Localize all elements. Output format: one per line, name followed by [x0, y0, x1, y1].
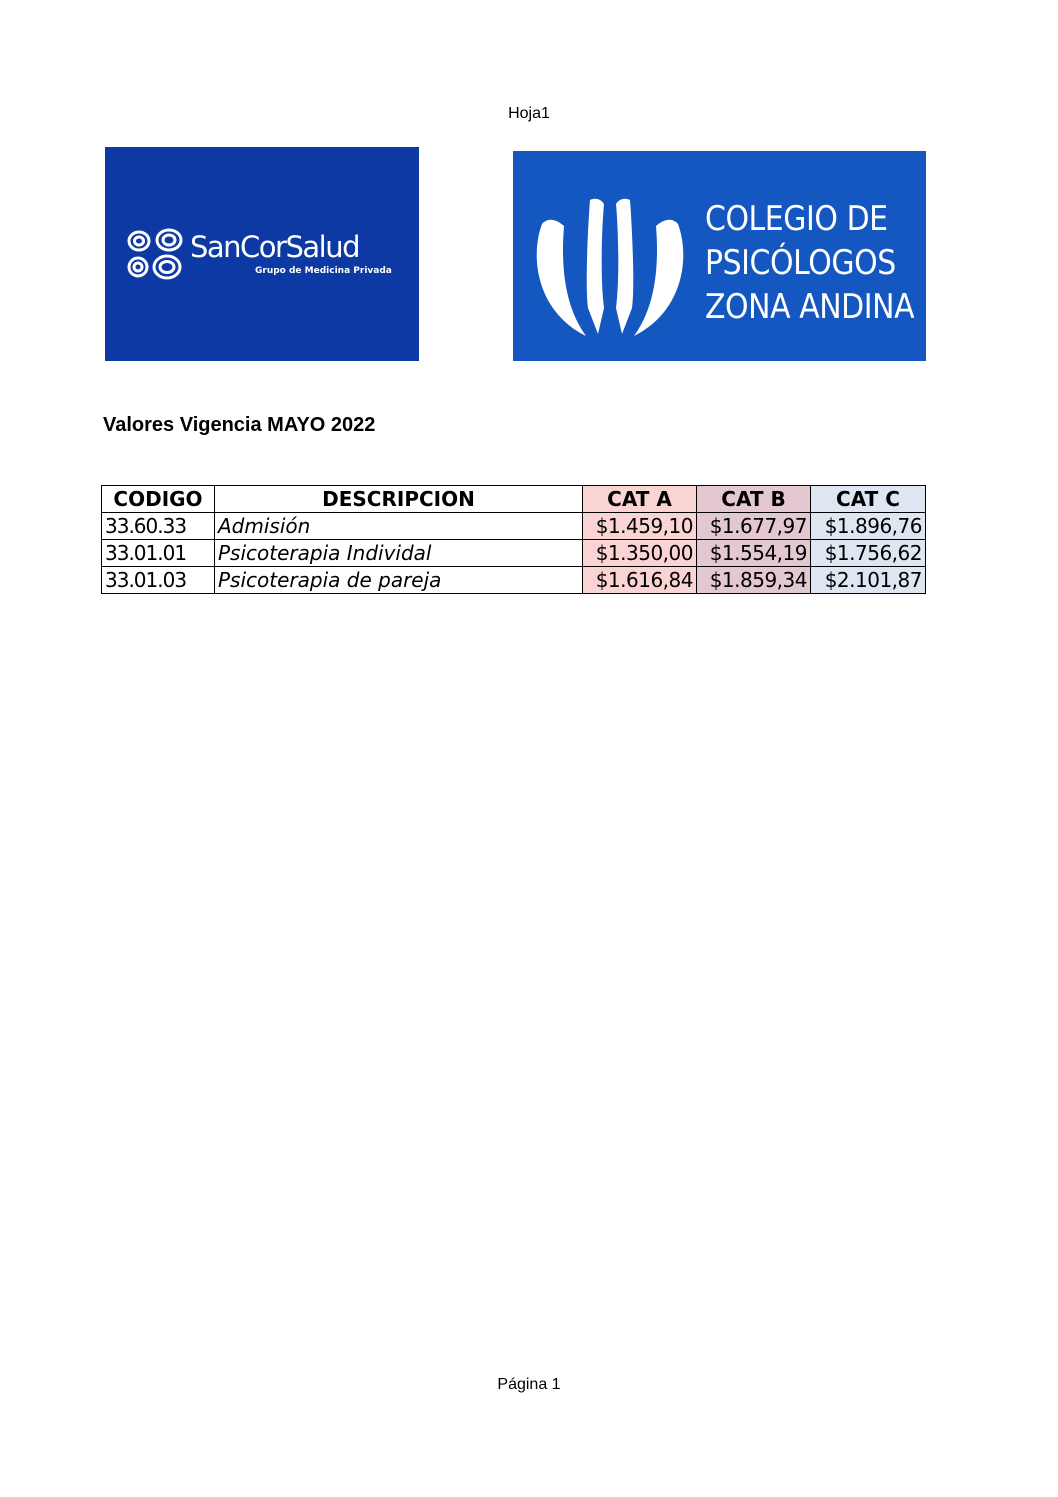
sancor-name: SanCorSalud	[190, 230, 359, 264]
header-descripcion: DESCRIPCION	[215, 486, 583, 513]
colegio-line-3: ZONA ANDINA	[705, 287, 915, 327]
values-table	[101, 485, 926, 594]
cell-cat-a: $1.616,84	[583, 567, 697, 594]
cell-descripcion: Psicoterapia Individal	[215, 540, 583, 567]
page-title: Valores Vigencia MAYO 2022	[103, 414, 376, 436]
cell-cat-c: $1.756,62	[811, 540, 926, 567]
cell-codigo: 33.01.03	[102, 567, 215, 594]
cell-codigo: 33.01.01	[102, 540, 215, 567]
table-row	[102, 567, 926, 594]
header-cat-a: CAT A	[583, 486, 697, 513]
table-header-row	[102, 486, 926, 513]
table-row	[102, 540, 926, 567]
cell-cat-b: $1.859,34	[697, 567, 811, 594]
colegio-logo-text	[705, 197, 914, 329]
colegio-line-2: PSICÓLOGOS	[705, 243, 896, 283]
sancor-circles-icon	[125, 227, 187, 283]
cell-cat-a: $1.459,10	[583, 513, 697, 540]
colegio-line-1: COLEGIO DE	[705, 199, 888, 239]
cell-cat-b: $1.554,19	[697, 540, 811, 567]
cell-cat-b: $1.677,97	[697, 513, 811, 540]
cell-descripcion: Admisión	[215, 513, 583, 540]
table-row	[102, 513, 926, 540]
cell-cat-c: $2.101,87	[811, 567, 926, 594]
cell-codigo: 33.60.33	[102, 513, 215, 540]
cell-cat-a: $1.350,00	[583, 540, 697, 567]
sancor-tagline: Grupo de Medicina Privada	[255, 266, 392, 276]
header-codigo: CODIGO	[102, 486, 215, 513]
sheet-name: Hoja1	[508, 105, 550, 122]
psi-symbol-icon	[530, 196, 690, 341]
header-cat-c: CAT C	[811, 486, 926, 513]
header-cat-b: CAT B	[697, 486, 811, 513]
cell-cat-c: $1.896,76	[811, 513, 926, 540]
page-number: Página 1	[497, 1376, 561, 1393]
cell-descripcion: Psicoterapia de pareja	[215, 567, 583, 594]
